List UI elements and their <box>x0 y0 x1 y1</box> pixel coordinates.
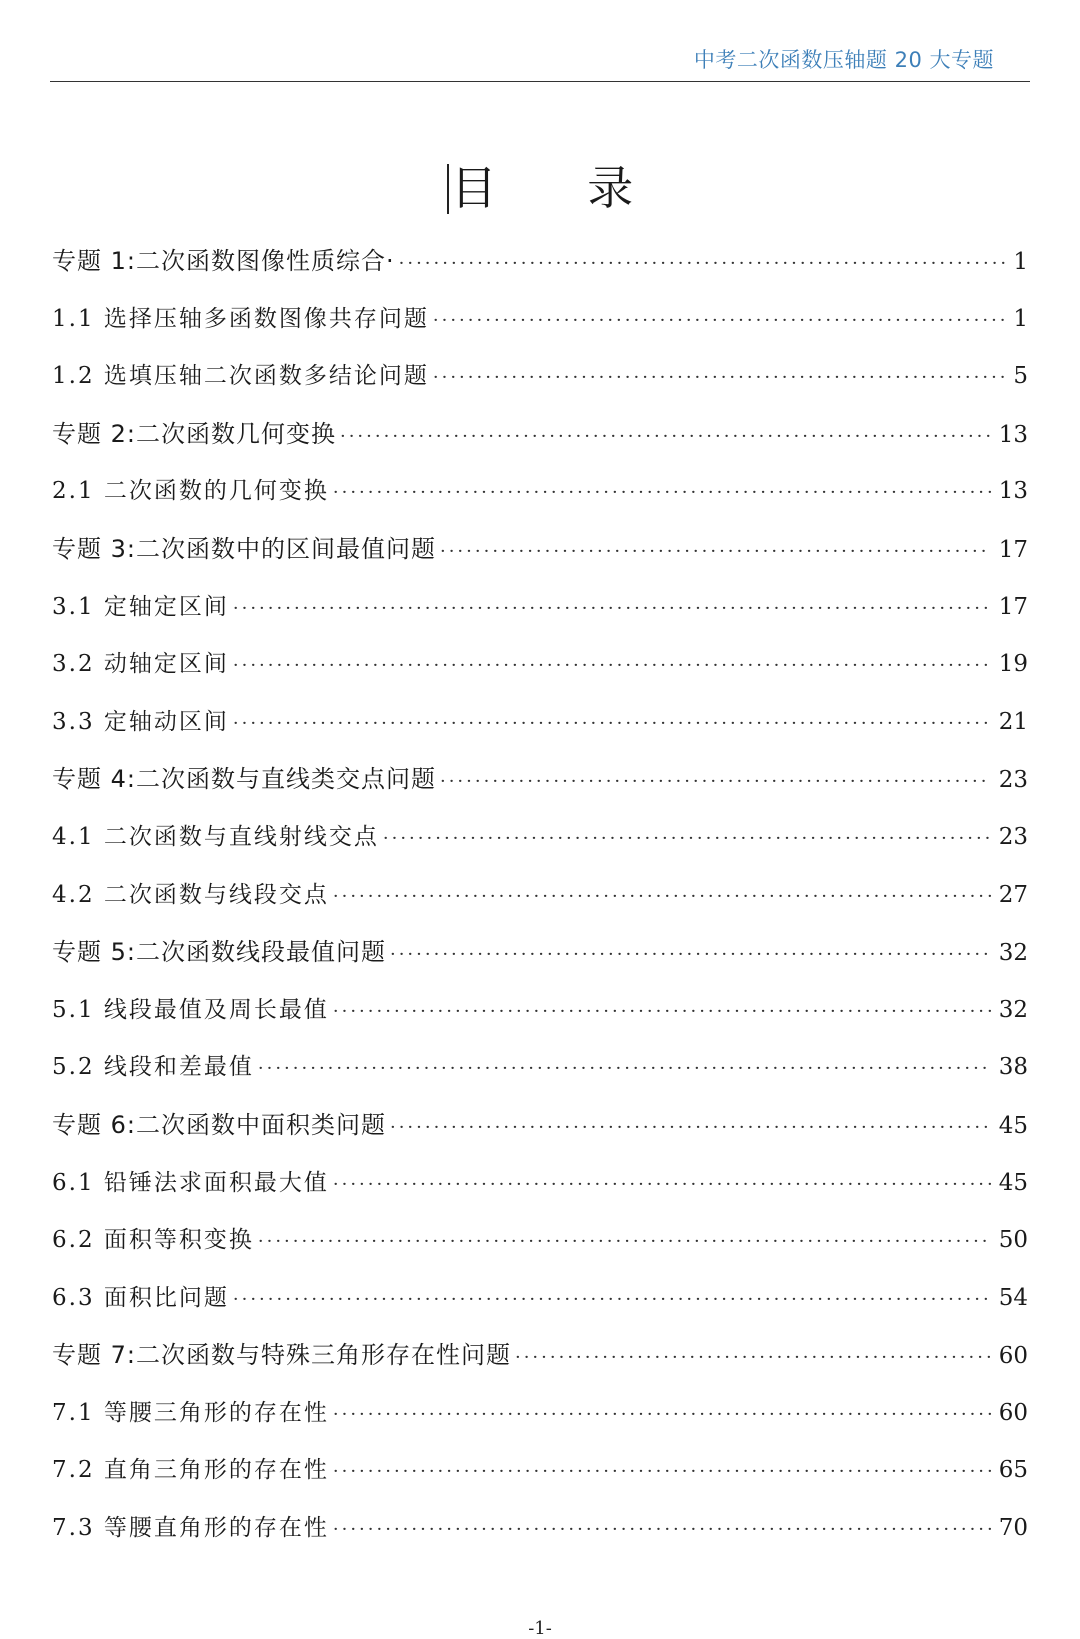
toc-entry-section-6-1[interactable] <box>52 1155 1028 1213</box>
toc-entry-chapter-7[interactable] <box>52 1327 1028 1385</box>
dot-leader <box>333 1386 991 1444</box>
dot-leader <box>333 868 991 926</box>
toc-entry-label: 专题 3:二次函数中的区间最值问题 <box>52 534 436 563</box>
toc-entry-page: 65 <box>998 1457 1028 1484</box>
toc-entry-page: 45 <box>998 1112 1028 1139</box>
toc-entry-section-7-2[interactable] <box>52 1442 1028 1500</box>
toc-entry-page: 70 <box>998 1515 1028 1542</box>
toc-entry-label: 6.2 面积等积变换 <box>52 1227 254 1254</box>
dot-leader <box>515 1329 991 1387</box>
toc-entry-label: 1.2 选填压轴二次函数多结论问题 <box>52 363 429 390</box>
toc-entry-section-6-2[interactable] <box>52 1212 1028 1270</box>
toc-entry-chapter-4[interactable] <box>52 751 1028 809</box>
toc-entry-section-7-1[interactable] <box>52 1385 1028 1443</box>
toc-entry-label: 4.1 二次函数与直线射线交点 <box>52 823 379 850</box>
dot-leader <box>233 580 991 638</box>
toc-entry-page: 17 <box>998 593 1028 620</box>
dot-leader <box>333 983 991 1041</box>
dot-leader <box>258 1040 991 1098</box>
toc-entry-page: 13 <box>998 421 1028 448</box>
toc-entry-page: 32 <box>998 940 1028 967</box>
toc-entry-label: 专题 1:二次函数图像性质综合· <box>52 247 395 275</box>
toc-entry-page: 23 <box>998 823 1028 850</box>
dot-leader <box>440 753 991 811</box>
dot-leader <box>333 1156 991 1214</box>
toc-entry-section-1-1[interactable] <box>52 291 1028 349</box>
dot-leader <box>383 810 991 868</box>
toc-entry-page: 19 <box>998 651 1028 678</box>
table-of-contents <box>52 233 1028 1558</box>
toc-entry-page: 5 <box>1013 363 1028 390</box>
toc-entry-chapter-3[interactable] <box>52 521 1028 579</box>
toc-entry-section-5-1[interactable] <box>52 982 1028 1040</box>
toc-entry-label: 专题 6:二次函数中面积类问题 <box>52 1110 386 1139</box>
running-header-title: 中考二次函数压轴题 20 大专题 <box>693 48 994 72</box>
toc-entry-section-2-1[interactable] <box>52 463 1028 521</box>
toc-entry-section-4-1[interactable] <box>52 809 1028 867</box>
toc-entry-page: 1 <box>1013 249 1028 275</box>
text-cursor <box>447 164 449 214</box>
toc-entry-page: 60 <box>998 1399 1028 1426</box>
toc-entry-label: 4.2 二次函数与线段交点 <box>52 881 329 908</box>
dot-leader <box>233 695 991 753</box>
toc-entry-label: 3.2 动轴定区间 <box>52 651 229 678</box>
dot-leader <box>258 1213 991 1271</box>
toc-entry-label: 3.1 定轴定区间 <box>52 593 229 620</box>
toc-heading <box>0 152 1080 218</box>
dot-leader <box>433 349 1005 407</box>
toc-entry-chapter-6[interactable] <box>52 1097 1028 1155</box>
dot-leader <box>399 235 1006 293</box>
dot-leader <box>390 1099 991 1157</box>
toc-entry-section-3-2[interactable] <box>52 636 1028 694</box>
toc-entry-section-3-1[interactable] <box>52 579 1028 637</box>
dot-leader <box>340 408 991 466</box>
toc-entry-page: 54 <box>998 1284 1028 1311</box>
toc-entry-label: 专题 2:二次函数几何变换 <box>52 419 336 448</box>
toc-entry-label: 7.2 直角三角形的存在性 <box>52 1457 329 1484</box>
dot-leader <box>233 1271 991 1329</box>
toc-entry-page: 60 <box>998 1343 1028 1370</box>
dot-leader <box>333 1501 991 1559</box>
page-number: -1- <box>528 1618 552 1639</box>
toc-entry-section-6-3[interactable] <box>52 1270 1028 1328</box>
toc-entry-page: 45 <box>998 1169 1028 1196</box>
toc-entry-label: 专题 4:二次函数与直线类交点问题 <box>52 765 436 794</box>
toc-heading-text: 目 录 <box>450 161 672 215</box>
toc-entry-chapter-5[interactable] <box>52 924 1028 982</box>
toc-entry-label: 2.1 二次函数的几何变换 <box>52 478 329 505</box>
dot-leader <box>333 464 991 522</box>
toc-entry-section-7-3[interactable] <box>52 1500 1028 1558</box>
toc-entry-section-4-2[interactable] <box>52 867 1028 925</box>
toc-entry-page: 23 <box>998 767 1028 794</box>
toc-entry-section-3-3[interactable] <box>52 694 1028 752</box>
toc-entry-label: 3.3 定轴动区间 <box>52 708 229 735</box>
dot-leader <box>390 926 991 984</box>
toc-entry-chapter-1[interactable] <box>52 233 1028 291</box>
toc-entry-chapter-2[interactable] <box>52 406 1028 464</box>
toc-entry-label: 5.2 线段和差最值 <box>52 1054 254 1081</box>
dot-leader <box>333 1443 991 1501</box>
toc-entry-page: 13 <box>998 478 1028 505</box>
header-divider <box>50 81 1030 82</box>
toc-entry-section-1-2[interactable] <box>52 348 1028 406</box>
toc-entry-label: 专题 5:二次函数线段最值问题 <box>52 938 386 967</box>
toc-entry-page: 17 <box>998 536 1028 563</box>
toc-entry-label: 7.1 等腰三角形的存在性 <box>52 1399 329 1426</box>
toc-entry-section-5-2[interactable] <box>52 1039 1028 1097</box>
toc-entry-label: 5.1 线段最值及周长最值 <box>52 996 329 1023</box>
toc-entry-label: 1.1 选择压轴多函数图像共存问题 <box>52 305 429 332</box>
dot-leader <box>433 292 1005 350</box>
toc-entry-label: 6.1 铅锤法求面积最大值 <box>52 1169 329 1196</box>
toc-entry-label: 6.3 面积比问题 <box>52 1284 229 1311</box>
toc-entry-page: 50 <box>998 1227 1028 1254</box>
toc-entry-page: 38 <box>998 1054 1028 1081</box>
toc-entry-page: 1 <box>1013 305 1028 332</box>
toc-entry-label: 专题 7:二次函数与特殊三角形存在性问题 <box>52 1341 511 1370</box>
toc-entry-label: 7.3 等腰直角形的存在性 <box>52 1515 329 1542</box>
dot-leader <box>233 637 991 695</box>
dot-leader <box>440 523 991 581</box>
toc-entry-page: 27 <box>998 881 1028 908</box>
toc-entry-page: 32 <box>998 996 1028 1023</box>
toc-entry-page: 21 <box>998 708 1028 735</box>
